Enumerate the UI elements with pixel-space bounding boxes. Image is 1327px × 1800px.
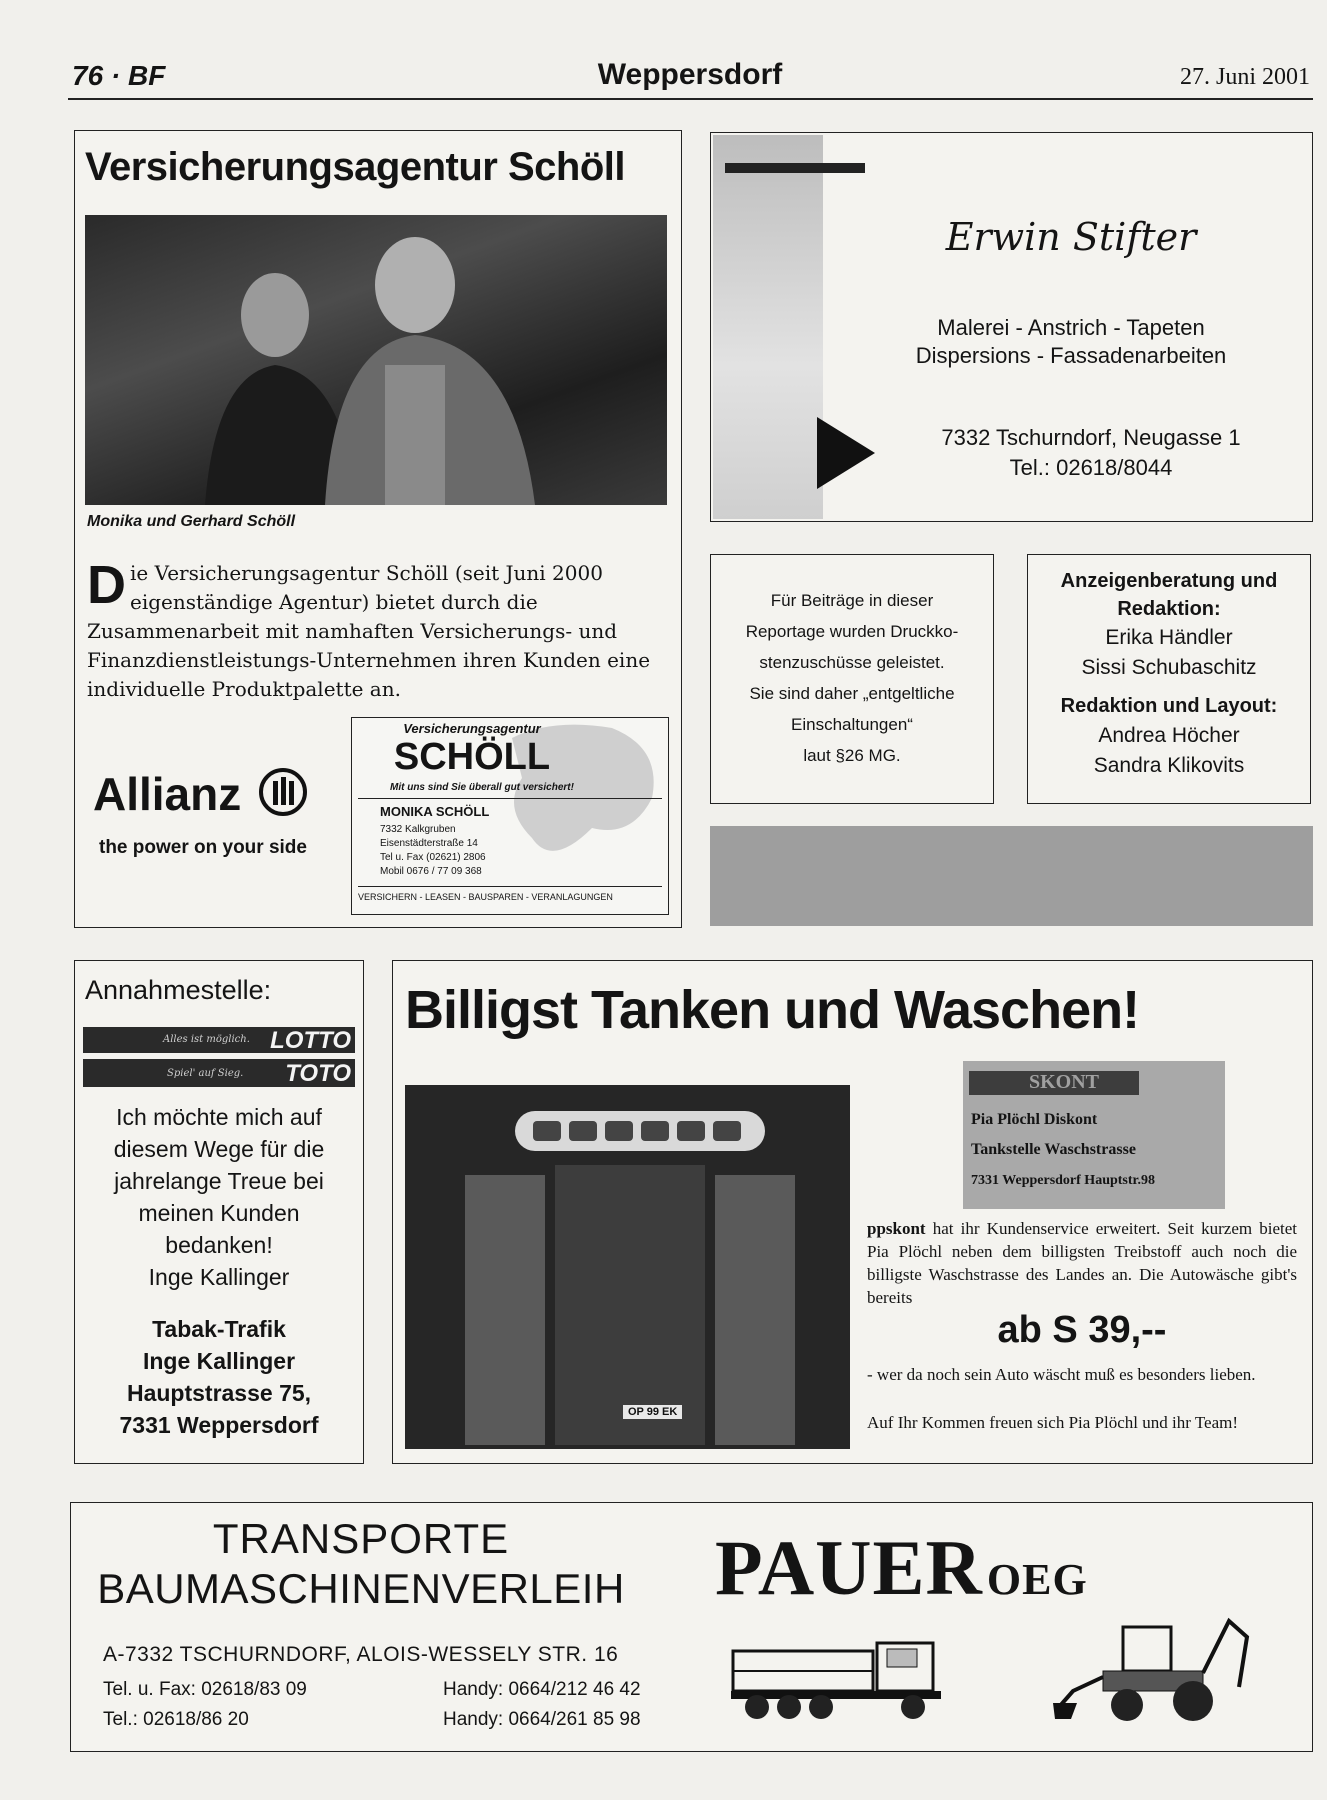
stifter-bar [725,163,865,173]
pauer-logo-name: PAUER [715,1524,983,1611]
notice-line: Einschaltungen“ [791,715,913,734]
notice-box [710,554,994,804]
lotto-heading: Annahmestelle: [85,975,272,1005]
lotto-message-line: jahrelange Treue bei [114,1168,324,1194]
tanken-title: Billigst Tanken und Waschen! [405,980,1140,1040]
editorial-box [1027,554,1311,804]
lotto-shop-line: Tabak-Trafik [152,1316,286,1342]
lotto-shop [75,1313,363,1441]
card-addr1: 7332 Kalkgruben [380,824,456,835]
notice-line: laut §26 MG. [803,746,901,765]
stifter-texture [713,135,823,519]
lotto-message-line: Ich möchte mich auf [116,1104,322,1130]
header-rule [68,98,1313,100]
lotto-message-line: meinen Kunden [138,1200,300,1226]
card-tel: Tel u. Fax (02621) 2806 [380,852,486,863]
allianz-logo [93,767,308,828]
dump-truck-icon [727,1635,963,1727]
editorial-name: Sissi Schubaschitz [1081,656,1257,679]
pauer-address: A-7332 TSCHURNDORF, ALOIS-WESSELY STR. 16 [103,1643,619,1666]
notice-line: Reportage wurden Druckko- [745,622,959,641]
header-town: Weppersdorf [597,58,783,91]
carwash-illustration [405,1085,850,1449]
editorial-name: Erika Händler [1105,626,1233,649]
schoell-title: Versicherungsagentur Schöll [85,145,625,189]
stifter-ad [710,132,1313,522]
notice-line: Für Beiträge in dieser [770,591,934,610]
lotto-shop-line: Inge Kallinger [142,1348,296,1374]
tanken-lead: ppskont [867,1219,926,1238]
sign-line-3: 7331 Weppersdorf Hauptstr.98 [971,1173,1155,1188]
toto-small: Spiel' auf Sieg. [167,1068,244,1079]
lotto-message [75,1101,363,1293]
card-person: MONIKA SCHÖLL [380,804,490,819]
pauer-tel: Tel.: 02618/86 20 [103,1709,249,1730]
lotto-message-line: diesem Wege für die [113,1136,325,1162]
toto-logo: TOTO [285,1060,351,1087]
sign-line-2: Tankstelle Waschstrasse [971,1141,1136,1158]
notice-line: Sie sind daher „entgeltliche [749,684,955,703]
backhoe-loader-icon [1053,1607,1253,1727]
grey-band [710,826,1313,926]
allianz-tagline: the power on your side [99,837,307,858]
lotto-logo: LOTTO [270,1027,351,1054]
editorial-heading-2: Redaktion und Layout: [1060,695,1278,717]
lotto-small: Alles ist möglich. [163,1034,250,1045]
allianz-name: Allianz [93,768,242,820]
schoell-caption: Monika und Gerhard Schöll [87,513,296,530]
lotto-shop-line: Hauptstrasse 75, [126,1380,312,1406]
schoell-card [351,717,669,915]
card-slogan: Mit uns sind Sie überall gut versichert! [390,782,574,793]
tanken-body-2: - wer da noch sein Auto wäscht muß es besonders lieben. [867,1365,1256,1384]
allianz-eagle-icon [258,767,308,828]
schoell-body [87,555,671,704]
card-rule-2 [358,886,662,887]
stifter-address: 7332 Tschurndorf, Neugasse 1 [941,425,1241,450]
card-name: SCHÖLL [393,736,551,778]
tanken-body [867,1217,1297,1309]
people-photo-illustration [85,215,667,505]
editorial-name: Andrea Höcher [1098,724,1240,747]
schoell-body-text: ie Versicherungsagentur Schöll (seit Juni 2000 eigenständige Agentur) bietet durch die Zusammenarbeit mit namhaften Versicherungs- und Finanzdienstleistungs-Unternehmen ihren Kunden eine individuelle Produktpalette an. [87,561,651,701]
card-top: Versicherungsagentur [403,721,541,736]
pauer-fax: Tel. u. Fax: 02618/83 09 [103,1679,307,1700]
lotto-banner [83,1027,355,1053]
tanken-body-1: hat ihr Kundenservice erweitert. Seit kurzem bietet Pia Plöchl neben dem billigsten Treibstoff auch noch die billigste Waschstrasse des Landes an. Die Autowäsche gibt's bereits [867,1219,1298,1307]
lotto-ad [74,960,364,1464]
pauer-handy-2: Handy: 0664/261 85 98 [443,1709,641,1730]
card-mobil: Mobil 0676 / 77 09 368 [380,866,482,877]
stifter-name: Erwin Stifter [945,215,1197,259]
lotto-shop-line: 7331 Weppersdorf [119,1412,319,1438]
editorial-heading-1: Anzeigenberatung und Redaktion: [1060,570,1278,620]
pauer-logo-suffix: OEG [986,1555,1088,1604]
stifter-line2: Dispersions - Fassadenarbeiten [915,343,1227,368]
notice-line: stenzuschüsse geleistet. [759,653,945,672]
toto-banner [83,1059,355,1087]
card-footer: VERSICHERN - LEASEN - BAUSPAREN - VERANLAGUNGEN [358,892,613,902]
pauer-line-1: TRANSPORTE [212,1515,510,1562]
card-addr2: Eisenstädterstraße 14 [380,838,478,849]
schoell-ad [74,130,682,928]
editorial-name: Sandra Klikovits [1093,754,1245,777]
page-number: 76 · BF [72,60,166,91]
stifter-line1: Malerei - Anstrich - Tapeten [937,315,1205,340]
tanken-price: ab S 39,-- [997,1309,1167,1351]
carwash-photo [405,1085,850,1449]
tanken-body-3: Auf Ihr Kommen freuen sich Pia Plöchl und ihr Team! [867,1413,1238,1432]
pauer-line-2: BAUMASCHINENVERLEIH [97,1565,625,1612]
stifter-phone: Tel.: 02618/8044 [1009,455,1173,480]
arrow-right-icon [811,413,881,493]
sign-top: SKONT [969,1071,1139,1095]
pauer-ad [70,1502,1313,1752]
schoell-photo [85,215,667,505]
license-plate: OP 99 EK [623,1405,682,1419]
pauer-handy-1: Handy: 0664/212 46 42 [443,1679,641,1700]
pauer-logo [715,1523,1088,1613]
card-rule [358,798,662,799]
schoell-dropcap: D [87,555,126,615]
sign-line-1: Pia Plöchl Diskont [971,1111,1098,1128]
lotto-message-line: Inge Kallinger [148,1264,290,1290]
diskont-sign [963,1061,1225,1209]
tanken-ad [392,960,1313,1464]
lotto-message-line: bedanken! [165,1232,273,1258]
header-date: 27. Juni 2001 [1179,64,1310,90]
